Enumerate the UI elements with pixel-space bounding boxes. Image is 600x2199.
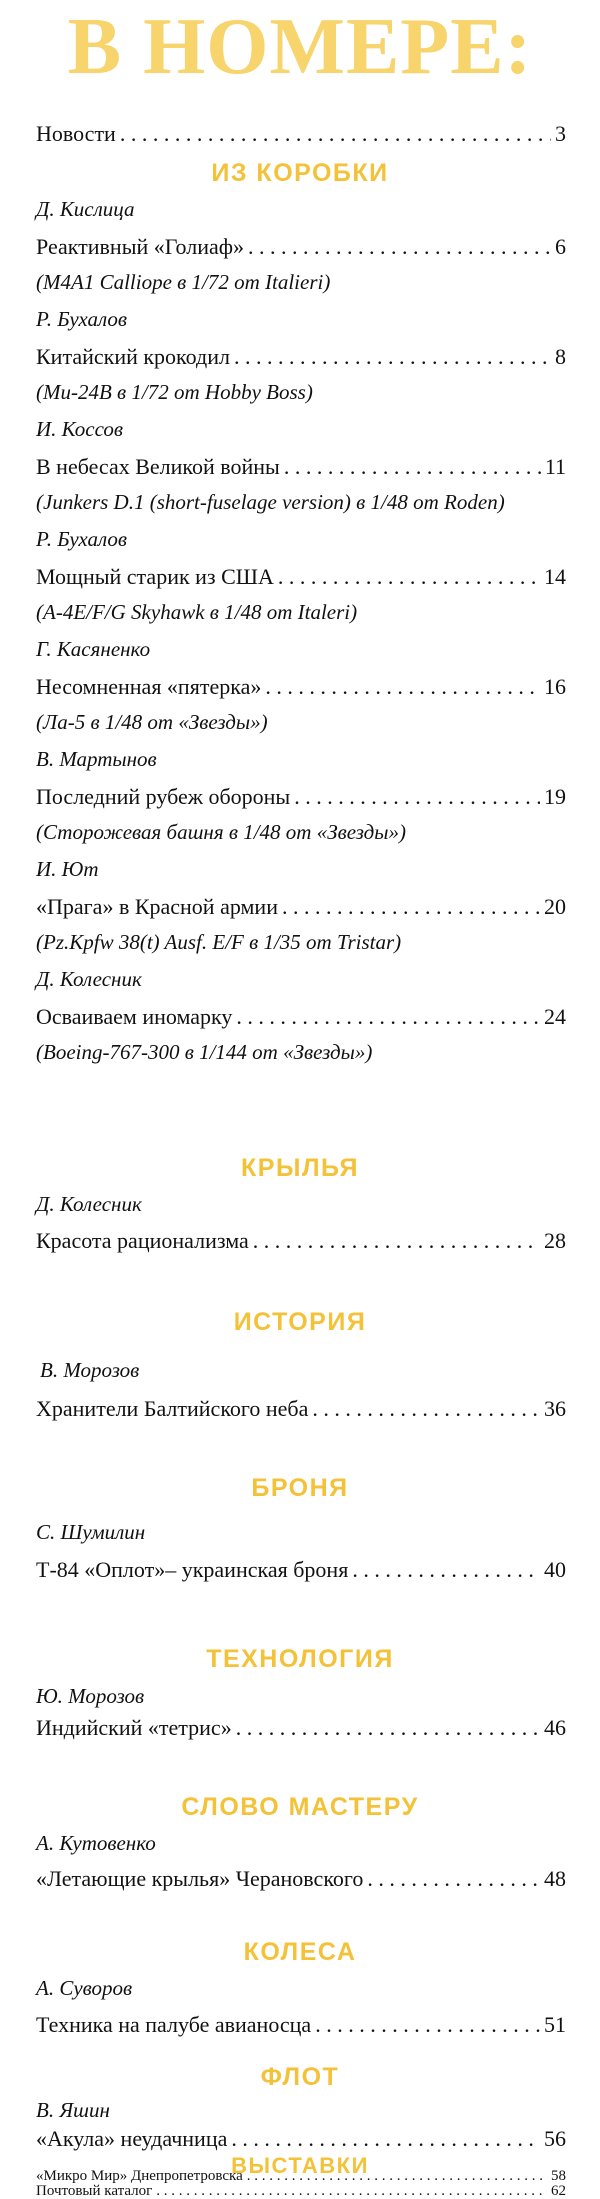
section-heading-flot: ФЛОТ — [260, 2063, 340, 2091]
dot-leader — [247, 2168, 547, 2184]
entry-title: Несомненная «пятерка» — [36, 674, 262, 699]
entry-page: 46 — [544, 1715, 566, 1740]
article-author: И. Ют — [36, 857, 99, 881]
entry-title: Китайский крокодил — [36, 344, 230, 369]
article-author: В. Морозов — [40, 1358, 140, 1382]
entry-title: Техника на палубе авианосца — [36, 2012, 312, 2037]
entry-title: Индийский «тетрис» — [36, 1715, 232, 1740]
entry-page: 14 — [544, 564, 566, 589]
dot-leader — [120, 119, 551, 149]
entry-page: 24 — [544, 1004, 566, 1029]
entry-page: 58 — [551, 2168, 566, 2184]
entry-title: Почтовый каталог — [36, 2183, 153, 2199]
toc-entry-catalog[interactable] — [36, 2183, 566, 2199]
entry-title: В небесах Великой войны — [36, 454, 280, 479]
dot-leader — [231, 2124, 540, 2154]
article-author: Д. Колесник — [36, 1192, 142, 1216]
article-author: В. Мартынов — [36, 747, 157, 771]
section-heading-korobka: ИЗ КОРОБКИ — [211, 159, 389, 187]
section-heading-bronya: БРОНЯ — [251, 1474, 349, 1502]
dot-leader — [367, 1864, 540, 1894]
section-heading-kolesa: КОЛЕСА — [243, 1938, 357, 1966]
entry-title: Хранители Балтийского неба — [36, 1396, 309, 1421]
toc-entry[interactable] — [36, 1002, 566, 1032]
page-title: В НОМЕРЕ: — [67, 3, 533, 91]
dot-leader — [312, 1394, 540, 1424]
article-author: В. Яшин — [36, 2098, 110, 2122]
entry-title: Красота рационализма — [36, 1228, 249, 1253]
entry-page: 6 — [555, 234, 566, 259]
dot-leader — [234, 342, 551, 372]
article-subtitle: (Ми-24В в 1/72 от Hobby Boss) — [36, 380, 313, 404]
article-author: А. Суворов — [36, 1976, 133, 2000]
dot-leader — [278, 562, 540, 592]
article-subtitle: (Junkers D.1 (short-fuselage version) в 1/48 от Roden) — [36, 490, 505, 514]
article-subtitle: (A-4E/F/G Skyhawk в 1/48 от Italeri) — [36, 600, 358, 624]
dot-leader — [236, 1002, 540, 1032]
toc-entry[interactable] — [36, 782, 566, 812]
entry-page: 56 — [544, 2126, 566, 2151]
toc-entry[interactable] — [36, 452, 566, 482]
entry-title: Осваиваем иномарку — [36, 1004, 233, 1029]
toc-entry[interactable] — [36, 562, 566, 592]
dot-leader — [248, 232, 551, 262]
entry-title: «Акула» неудачница — [36, 2126, 228, 2151]
article-subtitle: (Сторожевая башня в 1/48 от «Звезды») — [36, 820, 407, 844]
article-author: Р. Бухалов — [36, 527, 127, 551]
entry-page: 8 — [555, 344, 566, 369]
entry-title: Новости — [36, 121, 116, 146]
toc-entry[interactable] — [36, 1713, 566, 1743]
entry-title: Мощный старик из США — [36, 564, 274, 589]
dot-leader — [294, 782, 540, 812]
article-author: Р. Бухалов — [36, 307, 127, 331]
toc-entry-news[interactable] — [36, 119, 566, 149]
section-heading-istoriya: ИСТОРИЯ — [233, 1308, 367, 1336]
dot-leader — [282, 892, 540, 922]
dot-leader — [236, 1713, 540, 1743]
entry-page: 19 — [544, 784, 566, 809]
article-author: И. Коссов — [36, 417, 124, 441]
entry-page: 36 — [544, 1396, 566, 1421]
entry-page: 40 — [544, 1557, 566, 1582]
article-subtitle: (Ла-5 в 1/48 от «Звезды») — [36, 710, 268, 734]
dot-leader — [253, 1226, 540, 1256]
entry-title: Т-84 «Оплот»– украинская броня — [36, 1557, 349, 1582]
toc-entry[interactable] — [36, 2168, 566, 2184]
article-subtitle: (Boeing-767-300 в 1/144 от «Звезды») — [36, 1040, 373, 1064]
entry-page: 51 — [544, 2012, 566, 2037]
toc-entry[interactable] — [36, 672, 566, 702]
toc-entry[interactable] — [36, 892, 566, 922]
article-author: А. Кутовенко — [36, 1831, 156, 1855]
entry-title: «Микро Мир» Днепропетровска — [36, 2168, 243, 2184]
entry-page: 62 — [551, 2183, 566, 2199]
toc-entry[interactable] — [36, 1226, 566, 1256]
entry-page: 16 — [544, 674, 566, 699]
toc-entry[interactable] — [36, 2010, 566, 2040]
entry-title: «Летающие крылья» Черановского — [36, 1866, 364, 1891]
toc-entry[interactable] — [36, 1864, 566, 1894]
article-subtitle: (M4A1 Calliope в 1/72 от Italieri) — [36, 270, 331, 294]
entry-page: 11 — [544, 454, 566, 479]
entry-title: Последний рубеж обороны — [36, 784, 291, 809]
article-author: Ю. Морозов — [36, 1684, 145, 1708]
dot-leader — [315, 2010, 540, 2040]
dot-leader — [265, 672, 540, 702]
article-author: Г. Касяненко — [36, 637, 151, 661]
section-heading-krylya: КРЫЛЬЯ — [241, 1154, 359, 1182]
entry-title: «Прага» в Красной армии — [36, 894, 278, 919]
dot-leader — [284, 452, 541, 482]
article-author: С. Шумилин — [36, 1520, 146, 1544]
article-subtitle: (Pz.Kpfw 38(t) Ausf. E/F в 1/35 от Tristar) — [36, 930, 402, 954]
toc-entry[interactable] — [36, 2124, 566, 2154]
section-heading-vystavki: ВЫСТАВКИ — [231, 2153, 369, 2178]
dot-leader — [352, 1555, 540, 1585]
toc-entry[interactable] — [36, 1555, 566, 1585]
dot-leader — [156, 2183, 547, 2199]
section-heading-slovo: СЛОВО МАСТЕРУ — [181, 1793, 419, 1821]
entry-page: 20 — [544, 894, 566, 919]
section-heading-tekhnologiya: ТЕХНОЛОГИЯ — [206, 1645, 394, 1673]
entry-page: 3 — [555, 121, 566, 146]
toc-entry[interactable] — [36, 1394, 566, 1424]
entry-title: Реактивный «Голиаф» — [36, 234, 245, 259]
toc-entry[interactable] — [36, 232, 566, 262]
entry-page: 28 — [544, 1228, 566, 1253]
entry-page: 48 — [544, 1866, 566, 1891]
article-author: Д. Колесник — [36, 967, 142, 991]
toc-entry[interactable] — [36, 342, 566, 372]
article-author: Д. Кислица — [36, 197, 135, 221]
